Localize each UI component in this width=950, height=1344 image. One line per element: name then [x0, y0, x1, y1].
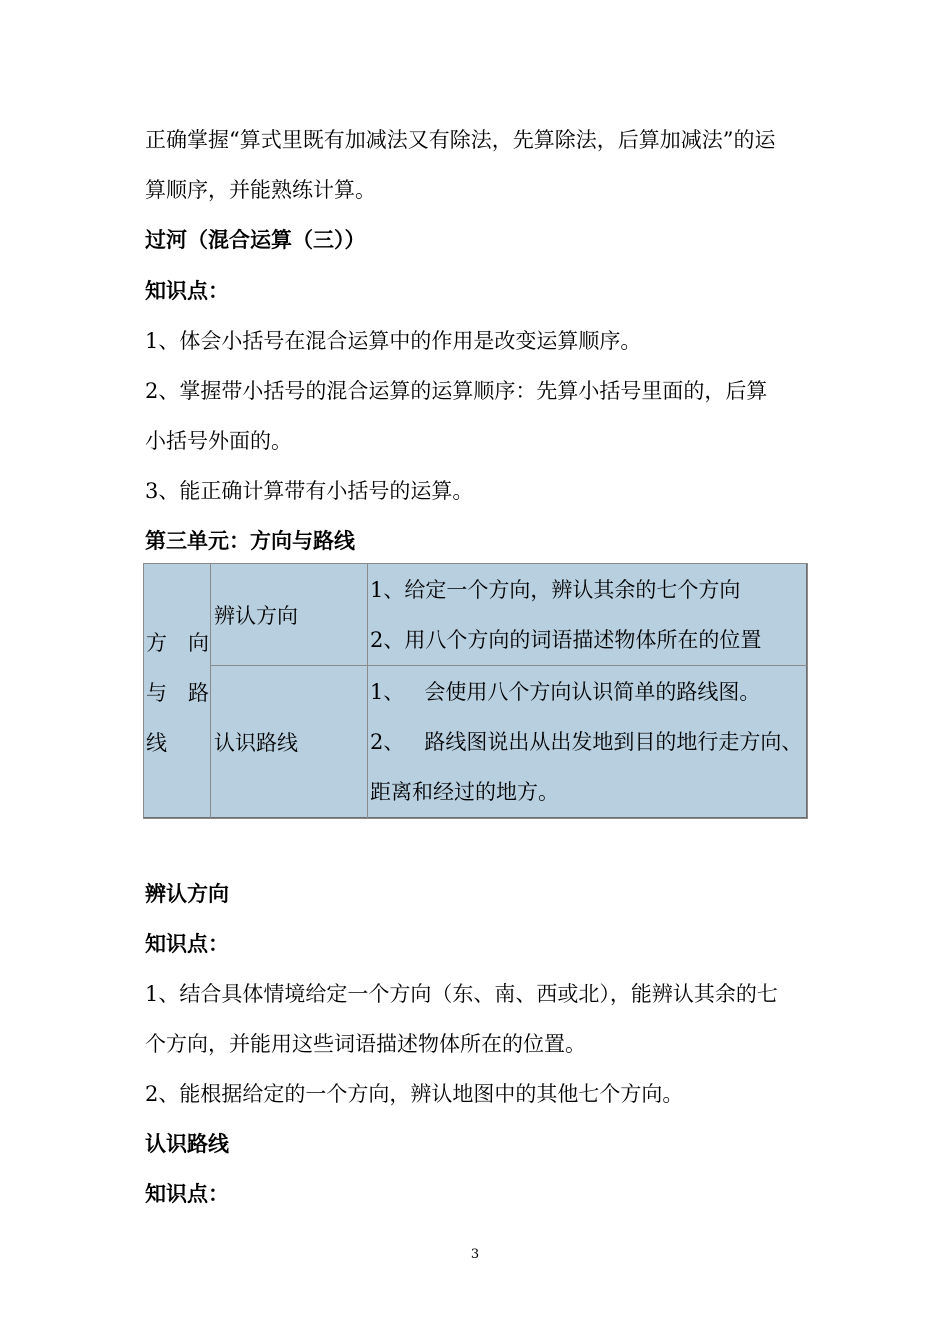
table-subcategory-cell: 辨认方向 [211, 564, 368, 666]
table-subcategory-cell: 认识路线 [211, 666, 368, 819]
section-title-bianren: 辨认方向 [145, 882, 229, 906]
knowledge-label-renshi: 知识点： [145, 1182, 229, 1206]
bianren-item-1-cont: 个方向，并能用这些词语描述物体所在的位置。 [145, 1032, 586, 1056]
guohe-item-3: 3、能正确计算带有小括号的运算。 [145, 479, 474, 503]
category-char: 与 [146, 680, 167, 705]
table-category-cell [144, 564, 211, 819]
section-title-renshi: 认识路线 [145, 1132, 229, 1156]
table-content-line: 距离和经过的地方。 [370, 780, 559, 804]
table-content-line: 1、给定一个方向，辨认其余的七个方向 [370, 577, 741, 602]
bianren-item-2: 2、能根据给定的一个方向，辨认地图中的其他七个方向。 [145, 1082, 684, 1106]
intro-line-2: 算顺序，并能熟练计算。 [145, 178, 376, 202]
table-content-cell [368, 564, 808, 666]
category-char: 路 [188, 680, 209, 705]
table-content-line: 2、 路线图说出从出发地到目的地行走方向、 [370, 730, 803, 754]
guohe-item-2-cont: 小括号外面的。 [145, 429, 292, 453]
table-content-line: 2、用八个方向的词语描述物体所在的位置 [370, 627, 762, 652]
table-row [144, 666, 808, 819]
page-number: 3 [470, 1247, 480, 1262]
unit3-title: 第三单元：方向与路线 [145, 529, 355, 553]
table-content-line: 1、 会使用八个方向认识简单的路线图。 [370, 680, 761, 704]
direction-route-table [143, 563, 808, 819]
intro-line-1: 正确掌握“算式里既有加减法又有除法，先算除法，后算加减法”的运 [145, 128, 776, 152]
knowledge-label-bianren: 知识点： [145, 932, 229, 956]
category-char: 线 [146, 730, 167, 755]
guohe-item-1: 1、体会小括号在混合运算中的作用是改变运算顺序。 [145, 329, 642, 353]
guohe-item-2: 2、掌握带小括号的混合运算的运算顺序：先算小括号里面的，后算 [145, 379, 768, 403]
category-char: 向 [188, 630, 209, 655]
knowledge-label-guohe: 知识点： [145, 279, 229, 303]
table-row [144, 564, 808, 666]
category-char: 方 [146, 630, 167, 655]
section-title-guohe: 过河（混合运算（三）） [145, 228, 366, 252]
table-content-cell [368, 666, 808, 819]
bianren-item-1: 1、结合具体情境给定一个方向（东、南、西或北），能辨认其余的七 [145, 982, 778, 1006]
